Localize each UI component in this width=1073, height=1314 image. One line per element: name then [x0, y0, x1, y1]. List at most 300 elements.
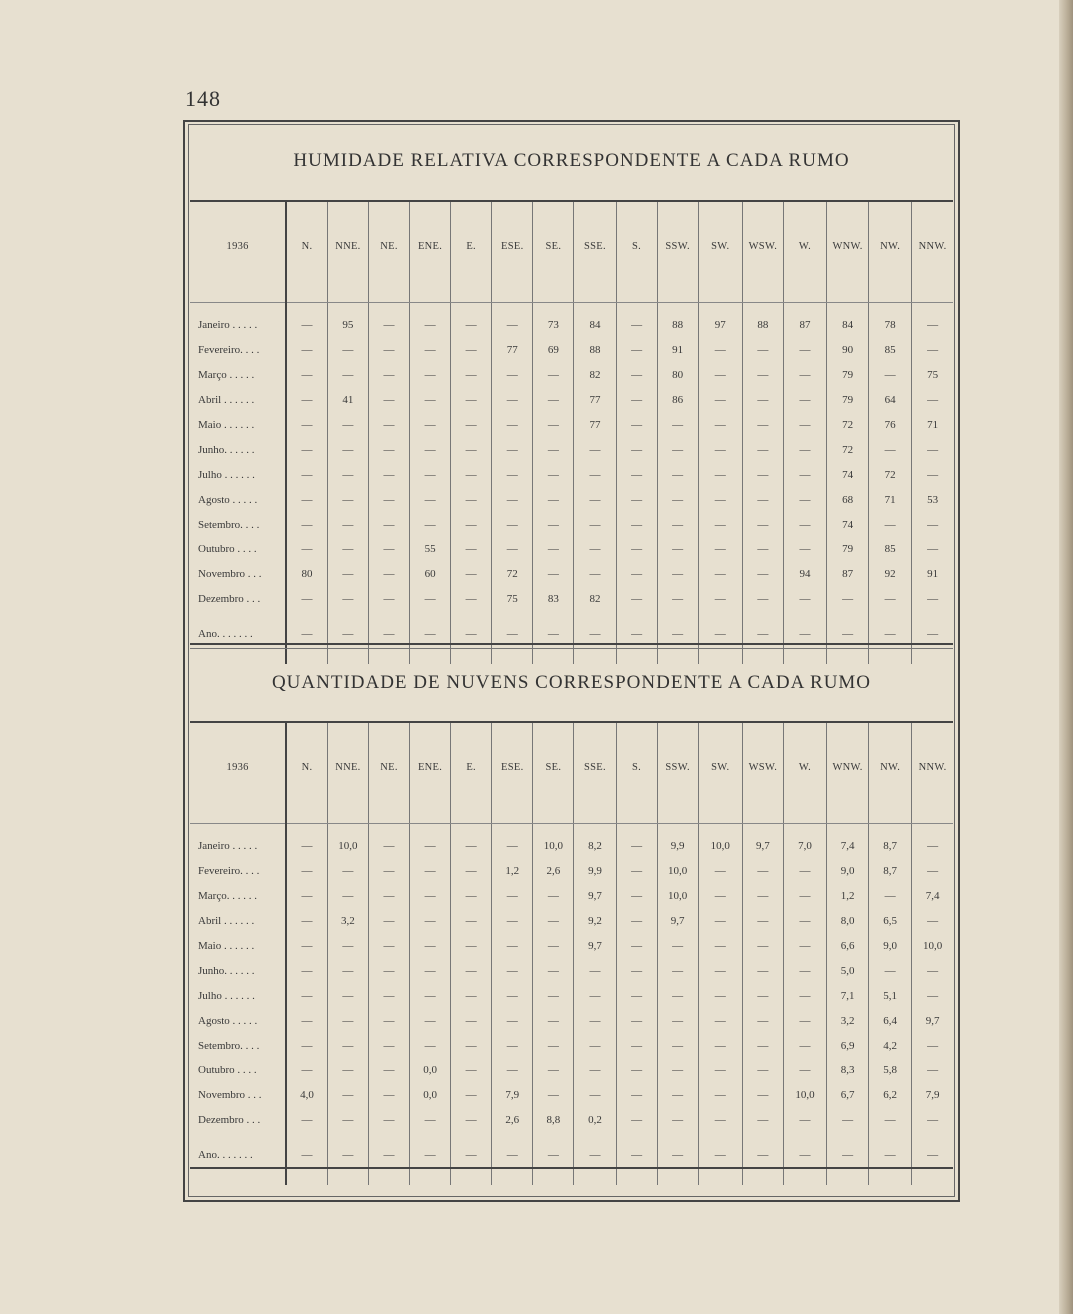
table-cell: — [451, 934, 492, 959]
table-cell: — [616, 487, 657, 512]
table-cell: 0,0 [410, 1058, 451, 1083]
table-cell: — [574, 437, 616, 462]
annual-cell: — [368, 1133, 409, 1177]
column-header: NW. [869, 723, 912, 811]
table-cell: — [616, 388, 657, 413]
annual-row [190, 612, 953, 656]
table-cell: 3,2 [327, 909, 368, 934]
table-cell: — [912, 537, 953, 562]
column-header: NNE. [327, 202, 368, 290]
table-cell: — [368, 487, 409, 512]
table-cell: — [616, 562, 657, 587]
table-row [190, 537, 953, 562]
table-cell: 88 [657, 313, 698, 338]
table-cell: 10,0 [698, 834, 742, 859]
annual-cell: — [616, 1133, 657, 1177]
table-cell: 7,9 [492, 1083, 533, 1108]
column-header: WSW. [742, 723, 783, 811]
table-cell: — [368, 983, 409, 1008]
table-cell: — [616, 512, 657, 537]
table-cell: — [451, 413, 492, 438]
table-cell: 2,6 [492, 1108, 533, 1133]
table-cell: 75 [492, 587, 533, 612]
month-label: Abril . . . . . . [198, 915, 255, 928]
table-cell: 79 [827, 388, 869, 413]
annual-cell: — [783, 612, 826, 656]
table-cell: — [286, 587, 327, 612]
table-cell: 5,1 [869, 983, 912, 1008]
table-cell: 72 [827, 413, 869, 438]
table-row [190, 338, 953, 363]
table-cell: — [742, 859, 783, 884]
table-row [190, 1058, 953, 1083]
table-cell: 6,4 [869, 1008, 912, 1033]
table-cell: — [783, 338, 826, 363]
table-cell: — [698, 909, 742, 934]
month-label: Junho. . . . . . [198, 964, 255, 977]
table-cell: — [410, 884, 451, 909]
table-cell: — [742, 388, 783, 413]
table-cell: — [327, 487, 368, 512]
table-cell: — [410, 313, 451, 338]
table-row [190, 413, 953, 438]
book-spine-shadow [1059, 0, 1073, 1314]
table-cell: — [286, 1033, 327, 1058]
table-cell: — [616, 934, 657, 959]
table-cell: — [286, 338, 327, 363]
column-header: WSW. [742, 202, 783, 290]
table-cell: — [698, 338, 742, 363]
table-cell: — [533, 983, 574, 1008]
annual-label: Ano. . . . . . . [198, 627, 253, 640]
table-cell: 71 [869, 487, 912, 512]
header-separator [190, 811, 953, 824]
table-cell: — [368, 1033, 409, 1058]
table-cell: — [698, 562, 742, 587]
month-label: Setembro. . . . [198, 1039, 260, 1052]
table-cell: — [698, 1108, 742, 1133]
table-cell: — [286, 512, 327, 537]
table-cell: — [492, 537, 533, 562]
table-cell: — [698, 884, 742, 909]
table-row [190, 983, 953, 1008]
table-cell: — [533, 958, 574, 983]
table-cell: — [574, 512, 616, 537]
table-cell: — [286, 909, 327, 934]
table-cell: — [451, 958, 492, 983]
table-cell: — [783, 1058, 826, 1083]
annual-cell: — [574, 612, 616, 656]
table-cell: — [783, 1108, 826, 1133]
table-cell: — [451, 462, 492, 487]
table-cell: — [533, 437, 574, 462]
table-cell: — [410, 338, 451, 363]
column-header: E. [451, 202, 492, 290]
table-cell: — [410, 388, 451, 413]
table-row [190, 1108, 953, 1133]
table-cell: — [368, 537, 409, 562]
table-cell: — [657, 1108, 698, 1133]
table-cell: — [492, 934, 533, 959]
table-cell: — [783, 587, 826, 612]
table-cell: 53 [912, 487, 953, 512]
table-cell: — [368, 884, 409, 909]
table-cell: — [742, 512, 783, 537]
table-cell: — [574, 562, 616, 587]
table-cell: — [616, 363, 657, 388]
table-cell: 4,2 [869, 1033, 912, 1058]
table-cell: — [533, 487, 574, 512]
table-cell: — [742, 462, 783, 487]
column-header: WNW. [827, 723, 869, 811]
table-cell: 74 [827, 512, 869, 537]
table-cell: — [492, 512, 533, 537]
table-cell: — [616, 1058, 657, 1083]
table-cell: — [869, 437, 912, 462]
table-cell: — [912, 313, 953, 338]
header-row [190, 202, 953, 290]
table-cell: — [533, 884, 574, 909]
table-cell: 88 [574, 338, 616, 363]
table-cell: — [574, 1033, 616, 1058]
table-cell: — [410, 934, 451, 959]
column-header: NE. [368, 723, 409, 811]
table-cell: — [783, 512, 826, 537]
table-cell: — [368, 1108, 409, 1133]
table-cell: — [783, 537, 826, 562]
table-cell: 6,9 [827, 1033, 869, 1058]
table-cell: — [533, 562, 574, 587]
column-header: W. [783, 723, 826, 811]
table-cell: — [616, 437, 657, 462]
table-cell: — [616, 1083, 657, 1108]
table-cell: — [742, 363, 783, 388]
annual-cell: — [286, 1133, 327, 1177]
table-cell: — [492, 388, 533, 413]
annual-cell: — [827, 1133, 869, 1177]
month-label: Dezembro . . . [198, 1114, 261, 1127]
table-cell: — [616, 859, 657, 884]
table-cell: 82 [574, 363, 616, 388]
table-row [190, 388, 953, 413]
table-cell: — [912, 587, 953, 612]
table-cell: — [492, 983, 533, 1008]
table-cell: 75 [912, 363, 953, 388]
table-cell: 64 [869, 388, 912, 413]
table-cell: — [742, 1058, 783, 1083]
table-cell: 10,0 [657, 859, 698, 884]
table-cell: — [286, 487, 327, 512]
table-cell: — [492, 487, 533, 512]
table-cell: — [783, 363, 826, 388]
table-cell: — [616, 884, 657, 909]
column-header: SSE. [574, 202, 616, 290]
column-header: NNW. [912, 723, 953, 811]
table-cell: — [912, 983, 953, 1008]
table-cell: — [368, 909, 409, 934]
table-cell: — [742, 1008, 783, 1033]
table-cell: — [451, 1008, 492, 1033]
table-cell: — [368, 1058, 409, 1083]
table-cell: — [742, 909, 783, 934]
table-cell: — [657, 1033, 698, 1058]
table-cell: — [783, 388, 826, 413]
table-cell: 88 [742, 313, 783, 338]
table-cell: — [912, 388, 953, 413]
table-cell: — [574, 487, 616, 512]
table-cell: — [698, 1058, 742, 1083]
table-cell: 6,2 [869, 1083, 912, 1108]
section-divider-top [190, 643, 953, 645]
table-cell: — [698, 859, 742, 884]
month-label: Julho . . . . . . [198, 989, 255, 1002]
table-cell: — [827, 1108, 869, 1133]
table-cell: — [410, 512, 451, 537]
annual-cell: — [698, 612, 742, 656]
table-cell: — [451, 1058, 492, 1083]
table-cell: 78 [869, 313, 912, 338]
annual-cell: — [327, 612, 368, 656]
year-label: 1936 [226, 761, 249, 773]
table-cell: — [616, 413, 657, 438]
table-cell: 9,7 [742, 834, 783, 859]
header-row [190, 723, 953, 811]
table-cell: — [451, 909, 492, 934]
table-cell: — [286, 859, 327, 884]
table-cell: — [657, 934, 698, 959]
table-cell: — [912, 512, 953, 537]
table-cell: — [783, 958, 826, 983]
table-cell: — [533, 462, 574, 487]
table-cell: 7,1 [827, 983, 869, 1008]
table-cell: 9,7 [912, 1008, 953, 1033]
table-cell: — [533, 512, 574, 537]
table-cell: — [368, 1008, 409, 1033]
table-cell: 91 [912, 562, 953, 587]
column-header: NNE. [327, 723, 368, 811]
column-header: NW. [869, 202, 912, 290]
table-cell: — [451, 983, 492, 1008]
table-cell: — [410, 834, 451, 859]
table-cell: — [327, 1083, 368, 1108]
table-cell: — [492, 909, 533, 934]
clouds-table [190, 723, 953, 1185]
annual-cell: — [869, 1133, 912, 1177]
table-cell: — [742, 983, 783, 1008]
table-cell: — [410, 1033, 451, 1058]
table-cell: — [327, 934, 368, 959]
column-header: SSW. [657, 202, 698, 290]
table-cell: — [827, 587, 869, 612]
table-cell: — [410, 909, 451, 934]
table-row [190, 1033, 953, 1058]
annual-cell: — [657, 1133, 698, 1177]
column-header: N. [286, 202, 327, 290]
table-cell: — [451, 1083, 492, 1108]
table-cell: 68 [827, 487, 869, 512]
table-row [190, 909, 953, 934]
table-cell: — [451, 437, 492, 462]
table-cell: — [286, 934, 327, 959]
table-cell: 6,5 [869, 909, 912, 934]
table-cell: 9,9 [574, 859, 616, 884]
table-row [190, 562, 953, 587]
table-cell: — [451, 562, 492, 587]
table-cell: — [368, 1083, 409, 1108]
table-cell: — [869, 512, 912, 537]
section-divider-bottom [190, 648, 953, 649]
table-cell: — [451, 1108, 492, 1133]
table-cell: — [533, 413, 574, 438]
table-cell: — [286, 958, 327, 983]
column-header: SE. [533, 202, 574, 290]
annual-cell: — [327, 1133, 368, 1177]
month-label: Julho . . . . . . [198, 468, 255, 481]
table-cell: 9,2 [574, 909, 616, 934]
table-cell: 86 [657, 388, 698, 413]
table-cell: — [368, 958, 409, 983]
column-header: SSW. [657, 723, 698, 811]
annual-cell: — [616, 612, 657, 656]
table-cell: 10,0 [327, 834, 368, 859]
table-cell: — [368, 934, 409, 959]
month-label: Maio . . . . . . [198, 419, 255, 431]
table-cell: — [616, 537, 657, 562]
table-cell: — [783, 909, 826, 934]
annual-cell: — [533, 1133, 574, 1177]
table-cell: — [368, 462, 409, 487]
table-cell: — [574, 983, 616, 1008]
table-cell: — [698, 934, 742, 959]
table-cell: — [698, 587, 742, 612]
table-cell: 77 [574, 413, 616, 438]
table-cell: — [327, 562, 368, 587]
table-cell: — [533, 1083, 574, 1108]
table-cell: 77 [492, 338, 533, 363]
table-cell: 6,6 [827, 934, 869, 959]
table-cell: — [286, 413, 327, 438]
table-cell: — [410, 859, 451, 884]
annual-cell: — [783, 1133, 826, 1177]
column-header: NE. [368, 202, 409, 290]
table-cell: — [327, 587, 368, 612]
table-cell: — [698, 1033, 742, 1058]
month-label: Novembro . . . [198, 1089, 262, 1102]
table-cell: — [698, 512, 742, 537]
table-cell: — [657, 983, 698, 1008]
table-cell: — [657, 958, 698, 983]
annual-cell: — [657, 612, 698, 656]
table-cell: — [327, 958, 368, 983]
column-header: ENE. [410, 202, 451, 290]
table-cell: — [368, 512, 409, 537]
table-cell: — [616, 983, 657, 1008]
table-cell: — [616, 313, 657, 338]
table-cell: 79 [827, 363, 869, 388]
annual-label: Ano. . . . . . . [198, 1148, 253, 1161]
table-cell: — [616, 1033, 657, 1058]
table-cell: 8,2 [574, 834, 616, 859]
table-cell: 79 [827, 537, 869, 562]
month-label: Novembro . . . [198, 568, 262, 581]
table-cell: — [410, 587, 451, 612]
table-cell: — [451, 537, 492, 562]
table-cell: — [327, 537, 368, 562]
table-cell: 82 [574, 587, 616, 612]
table-cell: — [327, 462, 368, 487]
table-cell: 87 [783, 313, 826, 338]
table-cell: 92 [869, 562, 912, 587]
table-cell: — [912, 859, 953, 884]
table-cell: — [286, 313, 327, 338]
table-cell: — [492, 437, 533, 462]
table-cell: — [657, 1008, 698, 1033]
table-cell: — [492, 1008, 533, 1033]
table-cell: — [492, 313, 533, 338]
table-cell: — [742, 1108, 783, 1133]
table-cell: — [698, 413, 742, 438]
table-cell: — [698, 958, 742, 983]
humidity-title: HUMIDADE RELATIVA CORRESPONDENTE A CADA RUMO [293, 150, 850, 171]
table-cell: — [657, 587, 698, 612]
annual-cell: — [827, 612, 869, 656]
table-cell: 94 [783, 562, 826, 587]
table-cell: — [533, 537, 574, 562]
table-cell: 60 [410, 562, 451, 587]
table-cell: — [410, 1108, 451, 1133]
table-cell: 0,0 [410, 1083, 451, 1108]
table-cell: — [742, 1083, 783, 1108]
table-cell: — [327, 884, 368, 909]
annual-cell: — [410, 1133, 451, 1177]
table-cell: — [657, 1058, 698, 1083]
table-cell: — [616, 338, 657, 363]
table-cell: — [368, 562, 409, 587]
table-cell: 10,0 [657, 884, 698, 909]
column-header: N. [286, 723, 327, 811]
table-cell: 77 [574, 388, 616, 413]
table-cell: — [286, 437, 327, 462]
table-cell: — [616, 1108, 657, 1133]
table-cell: — [451, 884, 492, 909]
table-cell: 1,2 [492, 859, 533, 884]
table-cell: 76 [869, 413, 912, 438]
table-cell: — [698, 537, 742, 562]
column-header: WNW. [827, 202, 869, 290]
table-cell: — [286, 1058, 327, 1083]
annual-cell: — [742, 1133, 783, 1177]
table-cell: — [451, 388, 492, 413]
month-label: Abril . . . . . . [198, 394, 255, 407]
table-cell: — [327, 859, 368, 884]
annual-row [190, 1133, 953, 1177]
table-cell: — [492, 413, 533, 438]
table-cell: — [451, 859, 492, 884]
table-cell: — [912, 909, 953, 934]
table-cell: — [492, 363, 533, 388]
table-cell: — [327, 1008, 368, 1033]
table-cell: — [368, 313, 409, 338]
table-cell: — [368, 587, 409, 612]
table-cell: — [368, 859, 409, 884]
table-row [190, 958, 953, 983]
table-cell: 5,8 [869, 1058, 912, 1083]
table-cell: — [492, 1033, 533, 1058]
table-cell: 72 [827, 437, 869, 462]
table-cell: — [327, 983, 368, 1008]
table-cell: — [286, 537, 327, 562]
table-cell: — [410, 487, 451, 512]
